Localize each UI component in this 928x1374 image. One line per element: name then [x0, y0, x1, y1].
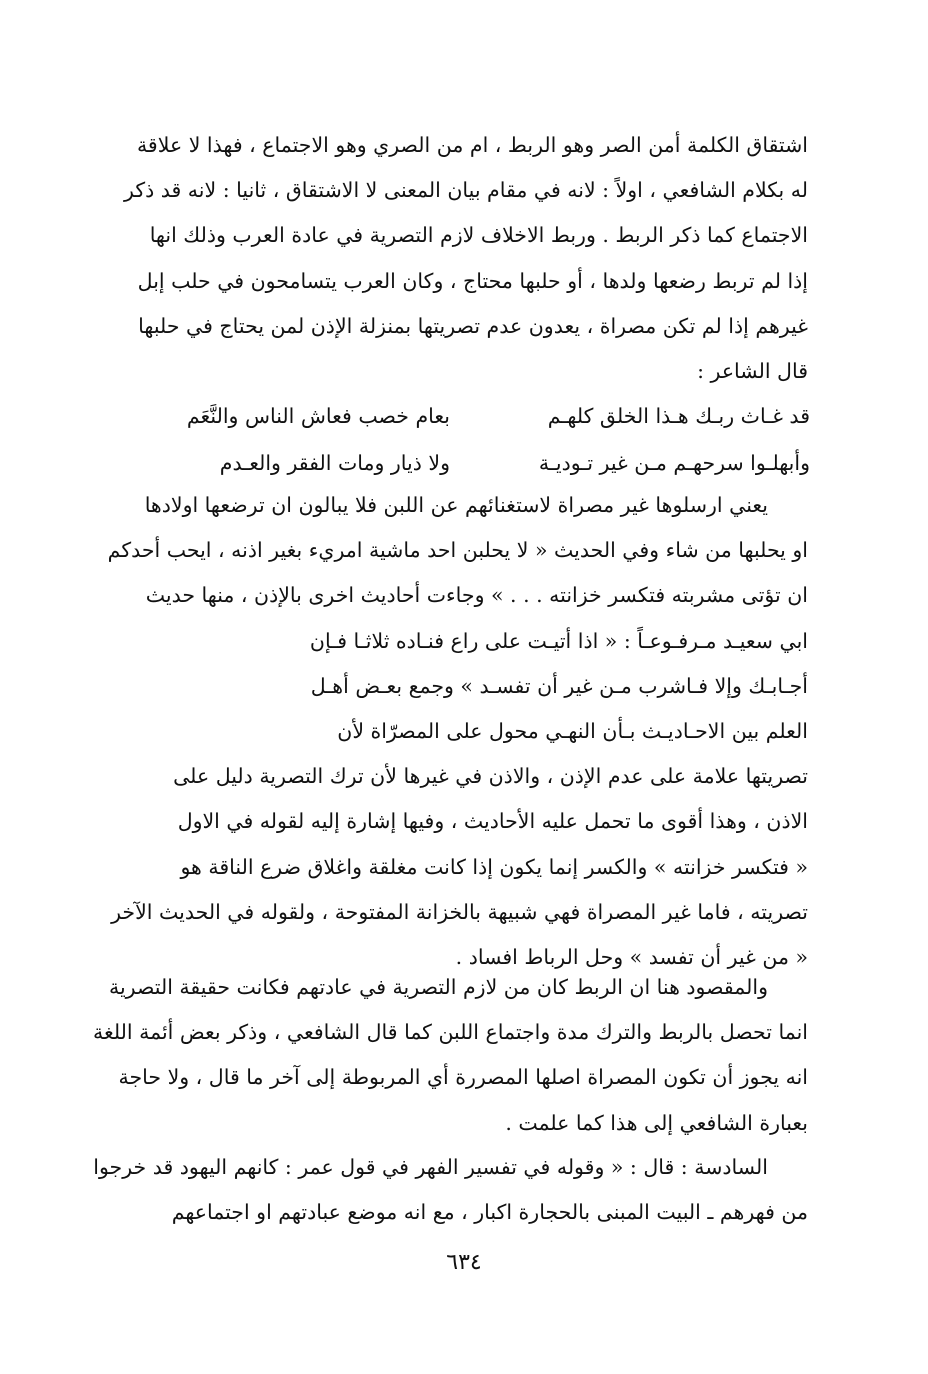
- verse-first-hemistich: وأبهلـوا سرحهـم مـن غير تـوديـة: [538, 451, 810, 475]
- page-number: ٦٣٤: [446, 1250, 482, 1275]
- text-line: من فهرهم ـ البيت المبنى بالحجارة اكبار ، مع انه موضع عبادتهم او اجتماعهم: [171, 1200, 808, 1225]
- text-line: ان تؤتى مشربته فتكسر خزانته . . . » وجاءت أحاديث اخرى بالإذن ، منها حديث: [145, 583, 808, 608]
- text-line: او يحلبها من شاء وفي الحديث « لا يحلبن احد ماشية امريء بغير اذنه ، ايحب أحدكم: [107, 538, 808, 563]
- text-line: « من غير أن تفسد » وحل الرباط افساد .: [455, 945, 808, 970]
- text-line: غيرهم إذا لم تكن مصراة ، يعدون عدم تصريتها بمنزلة الإذن لمن يحتاج في حلبها: [138, 313, 808, 338]
- paragraph-4: [78, 1145, 808, 1235]
- text-line: السادسة : قال : « وقوله في تفسير الفهر في قول عمر : كانهم اليهود قد خرجوا: [93, 1155, 768, 1179]
- text-line: انما تحصل بالربط والترك مدة واجتماع اللبن كما قال الشافعي ، وذكر بعض أئمة اللغة: [93, 1020, 808, 1045]
- text-line: والمقصود هنا ان الربط كان من لازم التصرية في عادتهم فكانت حقيقة التصرية: [108, 975, 768, 999]
- text-line: تصريته ، فاما غير المصراة فهي شبيهة بالخزانة المفتوحة ، ولقوله في الحديث الآخر: [111, 899, 808, 924]
- text-line: انه يجوز أن تكون المصراة اصلها المصررة أي المربوطة إلى آخر ما قال ، ولا حاجة: [118, 1065, 808, 1090]
- text-line: قال الشاعر :: [697, 359, 808, 384]
- paragraph-3: [78, 965, 808, 1146]
- verse-second-hemistich: ولا ذيار ومات الفقر والعـدم: [219, 451, 450, 475]
- poem-verse: [120, 393, 810, 440]
- paragraph-1: [78, 123, 808, 394]
- text-line: اشتقاق الكلمة أمن الصر وهو الربط ، ام من الصري وهو الاجتماع ، فهذا لا علاقة: [136, 133, 808, 157]
- poem: [120, 393, 810, 487]
- text-line: العلم بين الاحـاديـث بـأن النهـي محول على المصرّاة لأن: [337, 719, 808, 744]
- paragraph-2: [78, 483, 808, 980]
- text-line: بعبارة الشافعي إلى هذا كما علمت .: [505, 1110, 808, 1135]
- text-line: له بكلام الشافعي ، اولاً : لانه في مقام بيان المعنى لا الاشتقاق ، ثانيا : لانه قد ذكر: [124, 178, 808, 203]
- verse-first-hemistich: قد غـاث ربـك هـذا الخلق كلهـم: [547, 404, 810, 428]
- text-line: إذا لم تربط رضعها ولدها ، أو حلبها محتاج ، وكان العرب يتسامحون في حلب إبل: [137, 268, 808, 293]
- text-line: تصريتها علامة على عدم الإذن ، والاذن في غيرها لأن ترك التصرية دليل على: [173, 764, 808, 789]
- text-line: أجـابـك وإلا فـاشرب مـن غير أن تفسـد » وجمع بعـض أهـل: [310, 673, 808, 698]
- text-line: يعني ارسلوها غير مصراة لاستغنائهم عن اللبن فلا يبالون ان ترضعها اولادها: [144, 493, 768, 517]
- text-line: ابي سعيـد مـرفـوعـاً : « اذا أتيـت على راع فنـاده ثلاثـا فـإن: [309, 628, 808, 653]
- text-line: الاجتماع كما ذكر الربط . وربط الاخلاف لازم التصرية في عادة العرب وذلك انها: [149, 223, 808, 248]
- text-line: الاذن ، وهذا أقوى ما تحمل عليه الأحاديث ، وفيها إشارة إليه لقوله في الاول: [177, 809, 808, 834]
- text-line: « فتكسر خزانته » والكسر إنما يكون إذا كانت مغلقة واغلاق ضرع الناقة هو: [180, 854, 808, 879]
- verse-second-hemistich: بعام خصب فعاش الناس والنَّعَم: [186, 404, 450, 428]
- poem-verse: [120, 440, 810, 487]
